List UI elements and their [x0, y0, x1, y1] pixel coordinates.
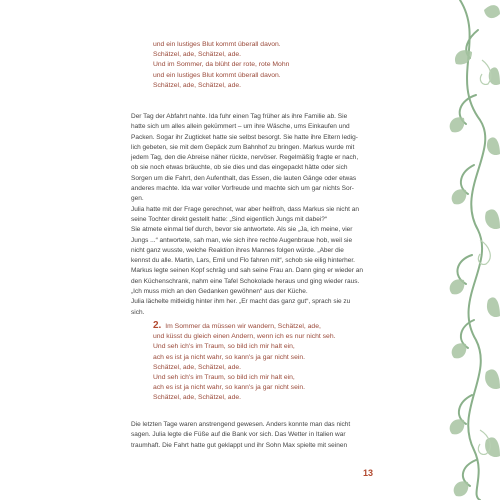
prose-line: lich gebeten, sie mit dem Gepäck zum Bahnhof zu bringen. Markus wurde mit — [131, 143, 355, 151]
prose-line: nicht ganz wusste, welche Reaktion ihres Mannes folgen würde. „Aber die — [131, 246, 344, 254]
song-line: Schätzel, ade, Schätzel, ade. — [153, 363, 242, 371]
page-number: 13 — [363, 468, 374, 478]
prose-line: anderes machte. Ida war voller Vorfreude und machte sich um gar nichts Sor- — [131, 185, 354, 193]
prose-line: Sie atmete einmal tief durch, bevor sie antwortete. Als sie „Ja, ich meine, vier — [131, 226, 353, 234]
prose-line: traumhaft. Die Fahrt hatte gut geklappt und ihr Sohn Max spielte mit seinen — [131, 441, 348, 449]
prose-line: seine Tochter direkt gestellt hatte: „Sind eigentlich Jungs mit dabei?“ — [131, 215, 328, 223]
prose-line: Markus legte seinen Kopf schräg und sah seine Frau an. Dann ging er wieder an — [131, 267, 363, 275]
prose-block-continuation — [131, 420, 359, 451]
song-line: Und seh ich's im Traum, so bild ich mir halt ein, — [153, 343, 295, 351]
song-line: Und seh ich's im Traum, so bild ich mir halt ein, — [153, 374, 295, 382]
prose-line: gen. — [131, 195, 144, 203]
prose-line: Packen. Sogar ihr Zugticket hatte sie selbst besorgt. Sie hatte ihre Eltern ledig- — [131, 133, 358, 141]
prose-line: den Küchenschrank, nahm eine Tafel Schokolade heraus und ging wieder raus. — [131, 277, 360, 285]
prose-line: ob sie noch etwas bräuchte, ob sie dies und das eingepackt hätte oder sich — [131, 164, 348, 172]
prose-line: kennst du alle. Martin, Lars, Emil und Flo fahren mit“, schob sie eilig hinterher. — [131, 257, 355, 265]
song-verse-2 — [153, 321, 336, 404]
song-line: Schätzel, ade, Schätzel, ade. — [153, 81, 242, 89]
prose-line: „Ich muss mich an den Gedanken gewöhnen“ aus der Küche. — [131, 288, 308, 296]
verse-number: 2. — [153, 320, 162, 331]
prose-line: jedem Tag, den die Abreise näher rückte, nervöser. Regelmäßig fragte er nach, — [131, 154, 359, 162]
song-line: Schätzel, ade, Schätzel, ade. — [153, 51, 242, 59]
prose-line: Die letzten Tage waren anstrengend gewesen. Anders konnte man das nicht — [131, 421, 351, 428]
song-excerpt-top — [153, 40, 289, 91]
leaf-vine-ornament-icon — [390, 0, 500, 500]
prose-line: Jungs ...“ antwortete, sah man, wie sich ihre rechte Augenbraue hob, weil sie — [131, 236, 353, 244]
song-line: und ein lustiges Blut kommt überall davon. — [153, 41, 281, 48]
prose-line: Julia lächelte mitleidig hinter ihm her. „Er macht das ganz gut“, sprach sie zu — [131, 298, 351, 306]
prose-line: sich. — [131, 308, 145, 316]
song-line: ach es ist ja nicht wahr, so kann's ja gar nicht sein. — [153, 353, 306, 361]
prose-block-main — [131, 112, 363, 318]
prose-line: sagen. Julia legte die Füße auf die Bank vor sich. Das Wetter in Italien war — [131, 431, 346, 439]
prose-line: Julia hatte mit der Frage gerechnet, war aber heilfroh, dass Markus sie nicht an — [131, 205, 359, 213]
song-line: Und im Sommer, da blüht der rote, rote Mohn — [153, 61, 290, 69]
song-line: und küsst du gleich einen Andern, wenn ich es nur nicht seh. — [153, 333, 336, 341]
prose-line: hatte sich um alles allein gekümmert – um ihre Wäsche, ums Einkaufen und — [131, 123, 350, 131]
song-line: und ein lustiges Blut kommt überall davon. — [153, 71, 281, 79]
song-line: ach es ist ja nicht wahr, so kann's ja gar nicht sein. — [153, 384, 306, 392]
song-line-text: Im Sommer da müssen wir wandern, Schätzel, ade, — [165, 323, 321, 330]
song-line — [153, 321, 336, 332]
prose-line: Der Tag der Abfahrt nahte. Ida fuhr einen Tag früher als ihre Familie ab. Sie — [131, 113, 348, 120]
song-line: Schätzel, ade, Schätzel, ade. — [153, 394, 242, 402]
prose-line: Sorgen um die Fahrt, den Aufenthalt, das Essen, die lauten Gänge oder etwas — [131, 174, 357, 182]
